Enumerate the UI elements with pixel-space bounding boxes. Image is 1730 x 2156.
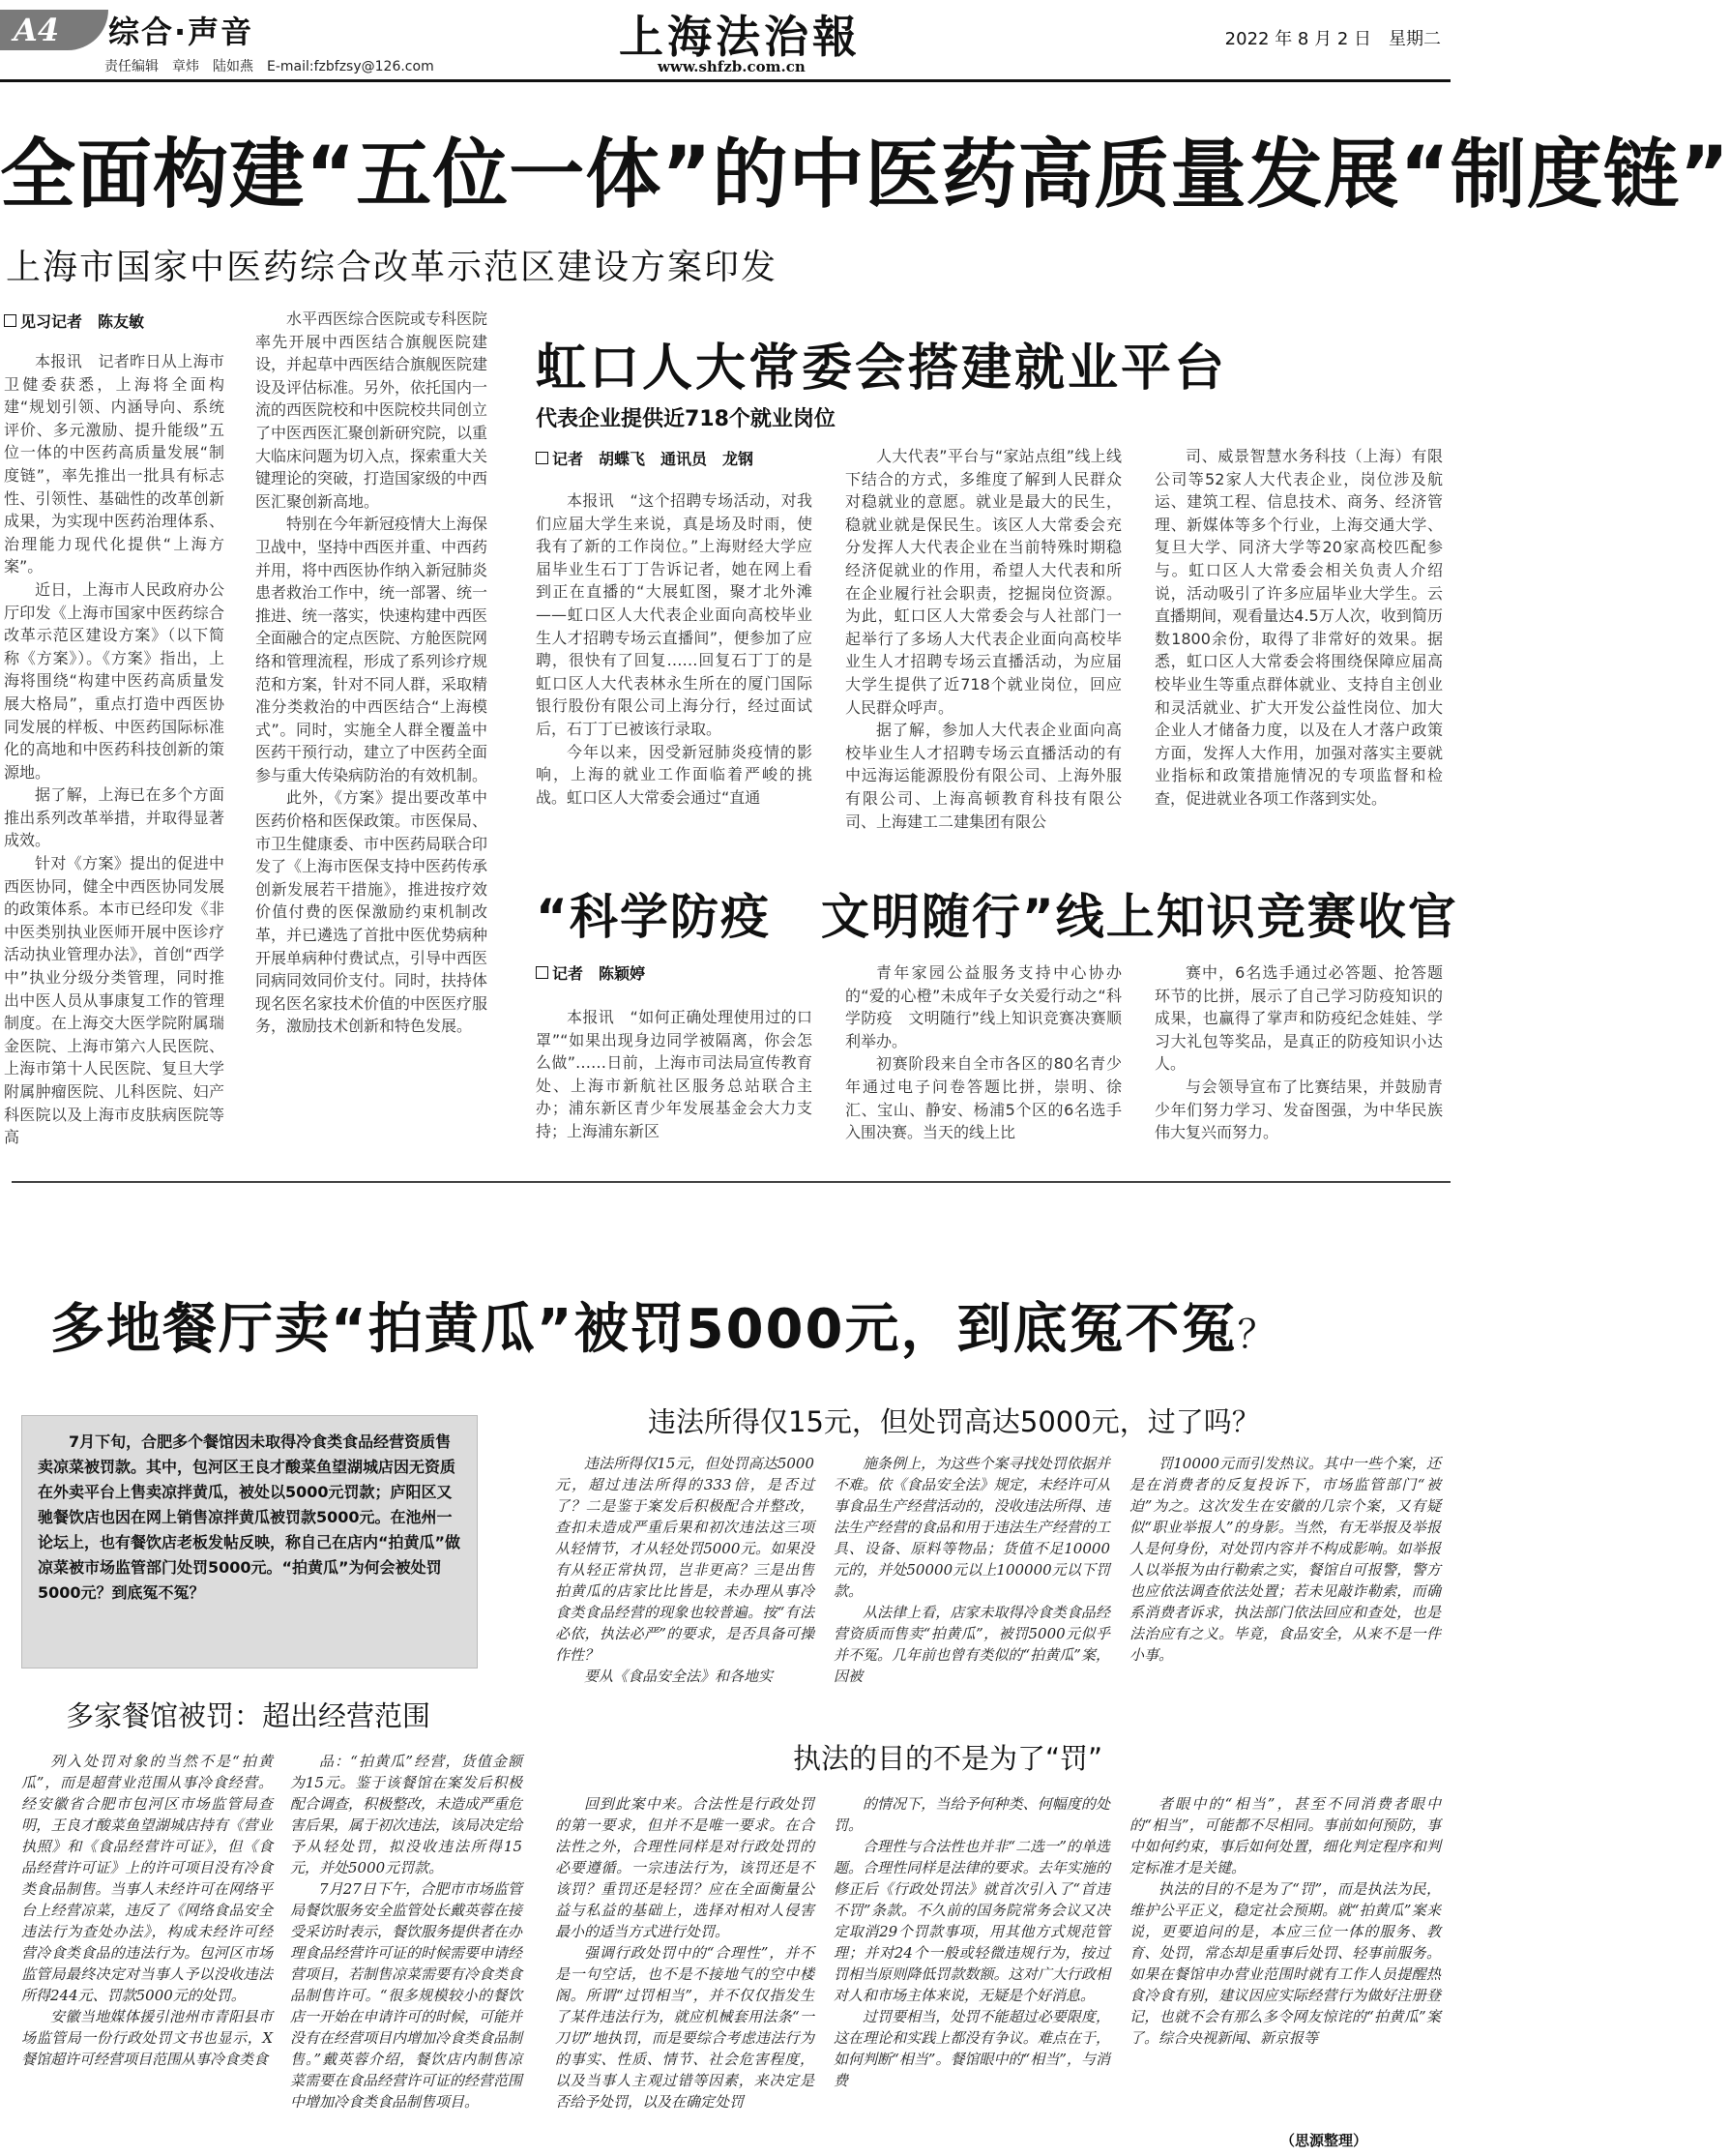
article1-subheadline: 上海市国家中医药综合改革示范区建设方案印发	[6, 248, 778, 287]
paragraph: 据了解，参加人大代表企业面向高校毕业生人才招聘专场云直播活动的有中远海运能源股份有限公司、上海外服有限公司、上海高顿教育科技有限公司、上海建工二建集团有限公	[845, 721, 1122, 831]
article4-summary-box: 7月下旬，合肥多个餐馆因未取得冷食类食品经营资质售卖凉菜被罚款。其中，包河区王良才酸菜鱼望湖城店因无资质在外卖平台上售卖凉拌黄瓜，被处以5000元罚款；庐阳区又驰餐饮店也因在网上销售凉拌黄瓜被罚款5000元。在池州一论坛上，也有餐饮店老板发帖反映，称自己在店内“拍黄瓜”做凉菜被市场监管部门处罚5000元。“拍黄瓜”为何会被处罚5000元？到底冤不冤？	[21, 1415, 478, 1669]
paragraph: 水平西医综合医院或专科医院率先开展中西医结合旗舰医院建设，并起草中西医结合旗舰医院建设及评估标准。另外，依托国内一流的西医院校和中医院校共同创立了中医西医汇聚创新研究院，以重大临床问题为切入点，探索重大关键理论的突破，打造国家级的中西医汇聚创新高地。	[255, 310, 488, 511]
paragraph: 执法的目的不是为了“罚”，而是执法为民，维护公平正义，稳定社会预期。就“拍黄瓜”案来说，更要追问的是，本应三位一体的服务、教育、处罚，常态却是重事后处罚、轻事前服务。如果在餐馆申办营业范围时就有工作人员提醒热食冷食有别，建议因应实际经营行为做好注册登记，也就不会有那么多令网友惊诧的“拍黄瓜”案了。综合央视新闻、新京报等	[1129, 1880, 1441, 2047]
paragraph: 的情况下，当给予何种类、何幅度的处罚。	[834, 1795, 1110, 1834]
paragraph: 安徽当地媒体援引池州市青阳县市场监管局一份行政处罚文书也显示，X餐馆超许可经营项目范围从事冷食类食	[21, 2008, 273, 2068]
article4-s2-col1	[21, 1751, 273, 2149]
article4-s1-col2	[834, 1453, 1110, 1714]
paragraph: 罚10000元而引发热议。其中一些个案，还是在消费者的反复投诉下，市场监管部门“被迫”为之。这次发生在安徽的几宗个案，又有疑似“职业举报人”的身影。当然，有无举报及举报人是何身份，对处罚内容并不构成影响。如举报人以举报为由行勒索之实，餐馆自可报警，警方也应依法调查依法处置；若未见敲诈勒索，而确系消费者诉求，执法部门依法回应和查处，也是法治应有之义。毕竟，食品安全，从来不是一件小事。	[1129, 1455, 1441, 1664]
page-badge	[0, 10, 108, 50]
article4-subhead-1: 违法所得仅15元，但处罚高达5000元，过了吗？	[648, 1405, 1260, 1438]
paragraph: 据了解，上海已在多个方面推出系列改革举措，并取得显著成效。	[4, 785, 224, 850]
paragraph: 针对《方案》提出的促进中西医协同，健全中西医协同发展的政策体系。本市已经印发《非中医类别执业医师开展中医诊疗活动执业管理办法》，首创“西学中”执业分级分类管理，同时推出中医人员从事康复工作的管理制度。在上海交大医学院附属瑞金医院、上海市第六人民医院、上海市第十人民医院、复旦大学附属肿瘤医院、儿科医院、妇产科医院以及上海市皮肤病医院等高	[4, 854, 224, 1147]
article4-subhead-3: 执法的目的不是为了“罚”	[793, 1742, 1103, 1775]
article2-col2	[845, 445, 1122, 832]
article3-col3	[1155, 961, 1443, 1180]
paragraph: 司、威景智慧水务科技（上海）有限公司等52家人大代表企业，岗位涉及航运、建筑工程、信息技术、商务、经济管理、新媒体等多个行业，上海交通大学、复旦大学、同济大学等20家高校匹配参与。虹口区人大常委会相关负责人介绍说，活动吸引了许多应届毕业大学生。云直播期间，观看量达4.5万人次，收到简历数1800余份，取得了非常好的效果。据悉，虹口区人大常委会将围绕保障应届高校毕业生等重点群体就业、支持自主创业和灵活就业、扩大开发公益性岗位、加大企业人才储备力度，以及在人才落户政策方面，发挥人大作用，加强对落实主要就业指标和政策措施情况的专项监督和检查，促进就业各项工作落到实处。	[1155, 447, 1443, 808]
byline-box-icon	[536, 452, 548, 464]
paragraph: 本报讯 记者昨日从上海市卫健委获悉，上海将全面构建“规划引领、内涵导向、系统评价、多元激励、提升能级”五位一体的中医药高质量发展“制度链”，率先推出一批具有标志性、引领性、基础性的改革创新成果，为实现中医药治理体系、治理能力现代化提供“上海方案”。	[4, 352, 224, 576]
article1-byline	[4, 310, 144, 332]
section-title: 综合·声音	[108, 14, 254, 50]
paragraph: 近日，上海市人民政府办公厅印发《上海市国家中医药综合改革示范区建设方案》（以下简称《方案》）。《方案》指出，上海将围绕“构建中医药高质量发展大格局”，重点打造中西医协同发展的样板、中医药国际标准化的高地和中医药科技创新的策源地。	[4, 579, 224, 782]
article4-subhead-2: 多家餐馆被罚：超出经营范围	[66, 1699, 431, 1732]
article3-headline: “科学防疫 文明随行”线上知识竞赛收官	[536, 889, 1458, 945]
section-divider	[12, 1181, 1451, 1183]
paragraph: 7月27日下午，合肥市市场监管局餐饮服务安全监管处长戴英蓉在接受采访时表示，餐饮服务提供者在办理食品经营许可证的时候需要申请经营项目，若制售凉菜需要有冷食类食品制售许可。“很多规模较小的餐饮店一开始在申请许可的时候，可能并没有在经营项目内增加冷食类食品制售。”戴英蓉介绍，餐饮店内制售凉菜需要在食品经营许可证的经营范围中增加冷食类食品制售项目。	[290, 1880, 523, 2111]
article3-col1	[536, 1006, 812, 1180]
paragraph: 从法律上看，店家未取得冷食类食品经营资质而售卖“拍黄瓜”，被罚5000元似乎并不冤。几年前也曾有类似的“拍黄瓜”案，因被	[834, 1604, 1110, 1685]
paragraph: 初赛阶段来自全市各区的80名青少年通过电子问卷答题比拼，崇明、徐汇、宝山、静安、杨浦5个区的6名选手入围决赛。当天的线上比	[845, 1054, 1122, 1142]
issue-date: 2022 年 8 月 2 日 星期二	[1224, 29, 1441, 49]
paragraph: 赛中，6名选手通过必答题、抢答题环节的比拼，展示了自己学习防疫知识的成果，也赢得了掌声和防疫纪念娃娃、学习大礼包等奖品，是真正的防疫知识小达人。	[1155, 963, 1443, 1074]
paragraph: 过罚要相当，处罚不能超过必要限度，这在理论和实践上都没有争议。难点在于，如何判断“相当”。餐馆眼中的“相当”，与消费	[834, 2008, 1110, 2089]
article4-headline-mark: ？	[1237, 1313, 1278, 1357]
paragraph: 青年家园公益服务支持中心协办的“爱的心橙”未成年子女关爱行动之“科学防疫 文明随行”线上知识竞赛决赛顺利举办。	[845, 963, 1122, 1050]
article2-col1	[536, 489, 812, 832]
article1-headline: 全面构建“五位一体”的中医药高质量发展“制度链”	[0, 132, 1730, 219]
header-rule	[0, 79, 1451, 82]
paragraph: 本报讯 “这个招聘专场活动，对我们应届大学生来说，真是场及时雨，使我有了新的工作岗位。”上海财经大学应届毕业生石丁丁告诉记者，她在网上看到正在直播的“大展虹图，聚才北外滩——虹口区人大代表企业面向高校毕业生人才招聘专场云直播间”，便参加了应聘，很快有了回复……回复石丁丁的是虹口区人大代表林永生所在的厦门国际银行股份有限公司上海分行，经过面试后，石丁丁已被该行录取。	[536, 491, 812, 738]
article4-headline	[50, 1286, 1277, 1364]
article4-s1-col3	[1129, 1453, 1441, 1714]
paragraph: 本报讯 “如何正确处理使用过的口罩”“如果出现身边同学被隔离，你会怎么做”……日前，上海市司法局宣传教育处、上海市新航社区服务总站联合主办；浦东新区青少年发展基金会大力支持；上海浦东新区	[536, 1008, 812, 1140]
paragraph: 合理性与合法性也并非“二选一”的单选题。合理性同样是法律的要求。去年实施的修正后《行政处罚法》就首次引入了“首违不罚”条款。不久前的国务院常务会议又决定取消29个罚款事项，用其他方式规范管理；并对24个一般或轻微违规行为，按过罚相当原则降低罚款数额。这对广大行政相对人和市场主体来说，无疑是个好消息。	[834, 1838, 1110, 2004]
article1-reporter: 见习记者 陈友敏	[20, 312, 145, 331]
byline-box-icon	[4, 314, 16, 327]
paragraph: 回到此案中来。合法性是行政处罚的第一要求，但并不是唯一要求。在合法性之外，合理性同样是对行政处罚的必要遵循。一宗违法行为，该罚还是不该罚？重罚还是轻罚？应在全面衡量公益与私益的基础上，选择对相对人侵害最小的适当方式进行处罚。	[555, 1795, 814, 1940]
article4-s1-col1	[555, 1453, 814, 1714]
editors-line: 责任编辑 章炜 陆如燕 E-mail:fzbfzsy@126.com	[104, 59, 434, 74]
article4-s3-col2	[834, 1793, 1110, 2149]
site-url[interactable]: www.shfzb.com.cn	[658, 58, 806, 75]
article4-s3-col3	[1129, 1793, 1441, 2128]
paragraph: 强调行政处罚中的“合理性”，并不是一句空话，也不是不接地气的空中楼阁。所谓“过罚相当”，并不仅仅指发生了某件违法行为，就应机械套用法条“一刀切”地执罚，而是要综合考虑违法行为的事实、性质、情节、社会危害程度，以及当事人主观过错等因素，来决定是否给予处罚，以及在确定处罚	[555, 1944, 814, 2111]
article3-col2	[845, 961, 1122, 1180]
article2-subheadline: 代表企业提供近718个就业岗位	[536, 407, 836, 431]
paragraph: 特别在今年新冠疫情大上海保卫战中，坚持中西医并重、中西药并用，将中西医协作纳入新冠肺炎患者救治工作中，统一部署、统一推进、统一落实，快速构建中西医全面融合的定点医院、方舱医院网络和管理流程，形成了系列诊疗规范和方案，针对不同人群，采取精准分类救治的中西医结合“上海模式”。同时，实施全人群全覆盖中医药干预行动，建立了中医药全面参与重大传染病防治的有效机制。	[255, 515, 488, 784]
article4-credit: （思源整理）	[1280, 2132, 1368, 2149]
article4-headline-text: 多地餐厅卖“拍黄瓜”被罚5000元，到底冤不冤	[50, 1298, 1238, 1361]
paragraph: 者眼中的“相当”，甚至不同消费者眼中的“相当”，可能都不尽相同。事前如何预防，事中如何约束，事后如何处置，细化判定程序和判定标准才是关键。	[1129, 1795, 1441, 1876]
paragraph: 要从《食品安全法》和各地实	[584, 1668, 774, 1685]
paragraph: 今年以来，因受新冠肺炎疫情的影响，上海的就业工作面临着严峻的挑战。虹口区人大常委会通过“直通	[536, 742, 812, 807]
article3-byline	[536, 961, 645, 984]
article2-col3	[1155, 445, 1443, 832]
paragraph: 此外，《方案》提出要改革中医药价格和医保政策。市医保局、市卫生健康委、市中医药局联合印发了《上海市医保支持中医药传承创新发展若干措施》，推进按疗效价值付费的医保激励约束机制改革，并已遴选了首批中医优势病种开展单病种付费试点，引导中西医同病同效同价支付。同时，扶持体现名医名家技术价值的中医医疗服务，激励技术创新和特色发展。	[255, 788, 488, 1036]
article2-byline	[536, 447, 753, 469]
article1-col1	[4, 350, 224, 1182]
article4-s3-col1	[555, 1793, 814, 2149]
paragraph: 人大代表”平台与“家站点组”线上线下结合的方式，多维度了解到人民群众对稳就业的意愿。就业是最大的民生，稳就业就是保民生。该区人大常委会充分发挥人大代表企业在当前特殊时期稳经济促就业的作用，希望人大代表和所在企业履行社会职责，挖掘岗位资源。为此，虹口区人大常委会与人社部门一起举行了多场人大代表企业面向高校毕业生人才招聘专场云直播活动，为应届大学生提供了近718个就业岗位，回应人民群众呼声。	[845, 447, 1122, 717]
article2-headline: 虹口人大常委会搭建就业平台	[536, 340, 1228, 398]
paragraph: 施条例上，为这些个案寻找处罚依据并不难。依《食品安全法》规定，未经许可从事食品生产经营活动的，没收违法所得、违法生产经营的食品和用于违法生产经营的工具、设备、原料等物品；货值不足10000元的，并处50000元以上100000元以下罚款。	[834, 1455, 1110, 1600]
article3-reporter: 记者 陈颖婷	[552, 964, 646, 983]
byline-box-icon	[536, 966, 548, 979]
paragraph: 列入处罚对象的当然不是“拍黄瓜”，而是超营业范围从事冷食经营。经安徽省合肥市包河区市场监管局查明，王良才酸菜鱼望湖城店持有《营业执照》和《食品经营许可证》，但《食品经营许可证》上的许可项目没有冷食类食品制售。当事人未经许可在网络平台上经营凉菜，违反了《网络食品安全违法行为查处办法》，构成未经许可经营冷食类食品的违法行为。包河区市场监管局最终决定对当事人予以没收违法所得244元、罚款5000元的处罚。	[21, 1753, 273, 2004]
newspaper-masthead: 上海法治報	[619, 11, 861, 63]
page-number: A4	[14, 12, 60, 48]
paragraph: 与会领导宣布了比赛结果，并鼓励青少年们努力学习、发奋图强，为中华民族伟大复兴而努力。	[1155, 1077, 1443, 1142]
paragraph: 违法所得仅15元，但处罚高达5000元，超过违法所得的333倍，是否过了？二是鉴于案发后积极配合并整改，查扣未造成严重后果和初次违法这三项从轻情节，才从轻处罚5000元。如果没有从轻正常执罚，岂非更高？三是出售拍黄瓜的店家比比皆是，未办理从事冷食类食品经营的现象也较普遍。按“有法必依，执法必严”的要求，是否具备可操作性？	[555, 1455, 814, 1664]
article2-reporter: 记者 胡蝶飞 通讯员 龙钢	[552, 450, 754, 468]
paragraph: 品：“拍黄瓜”经营，货值金额为15元。鉴于该餐馆在案发后积极配合调查，积极整改，未造成严重危害后果，属于初次违法，该局决定给予从轻处罚，拟没收违法所得15元，并处5000元罚款。	[290, 1753, 523, 1876]
article4-s2-col2	[290, 1751, 522, 2149]
article1-col2	[255, 308, 487, 1178]
